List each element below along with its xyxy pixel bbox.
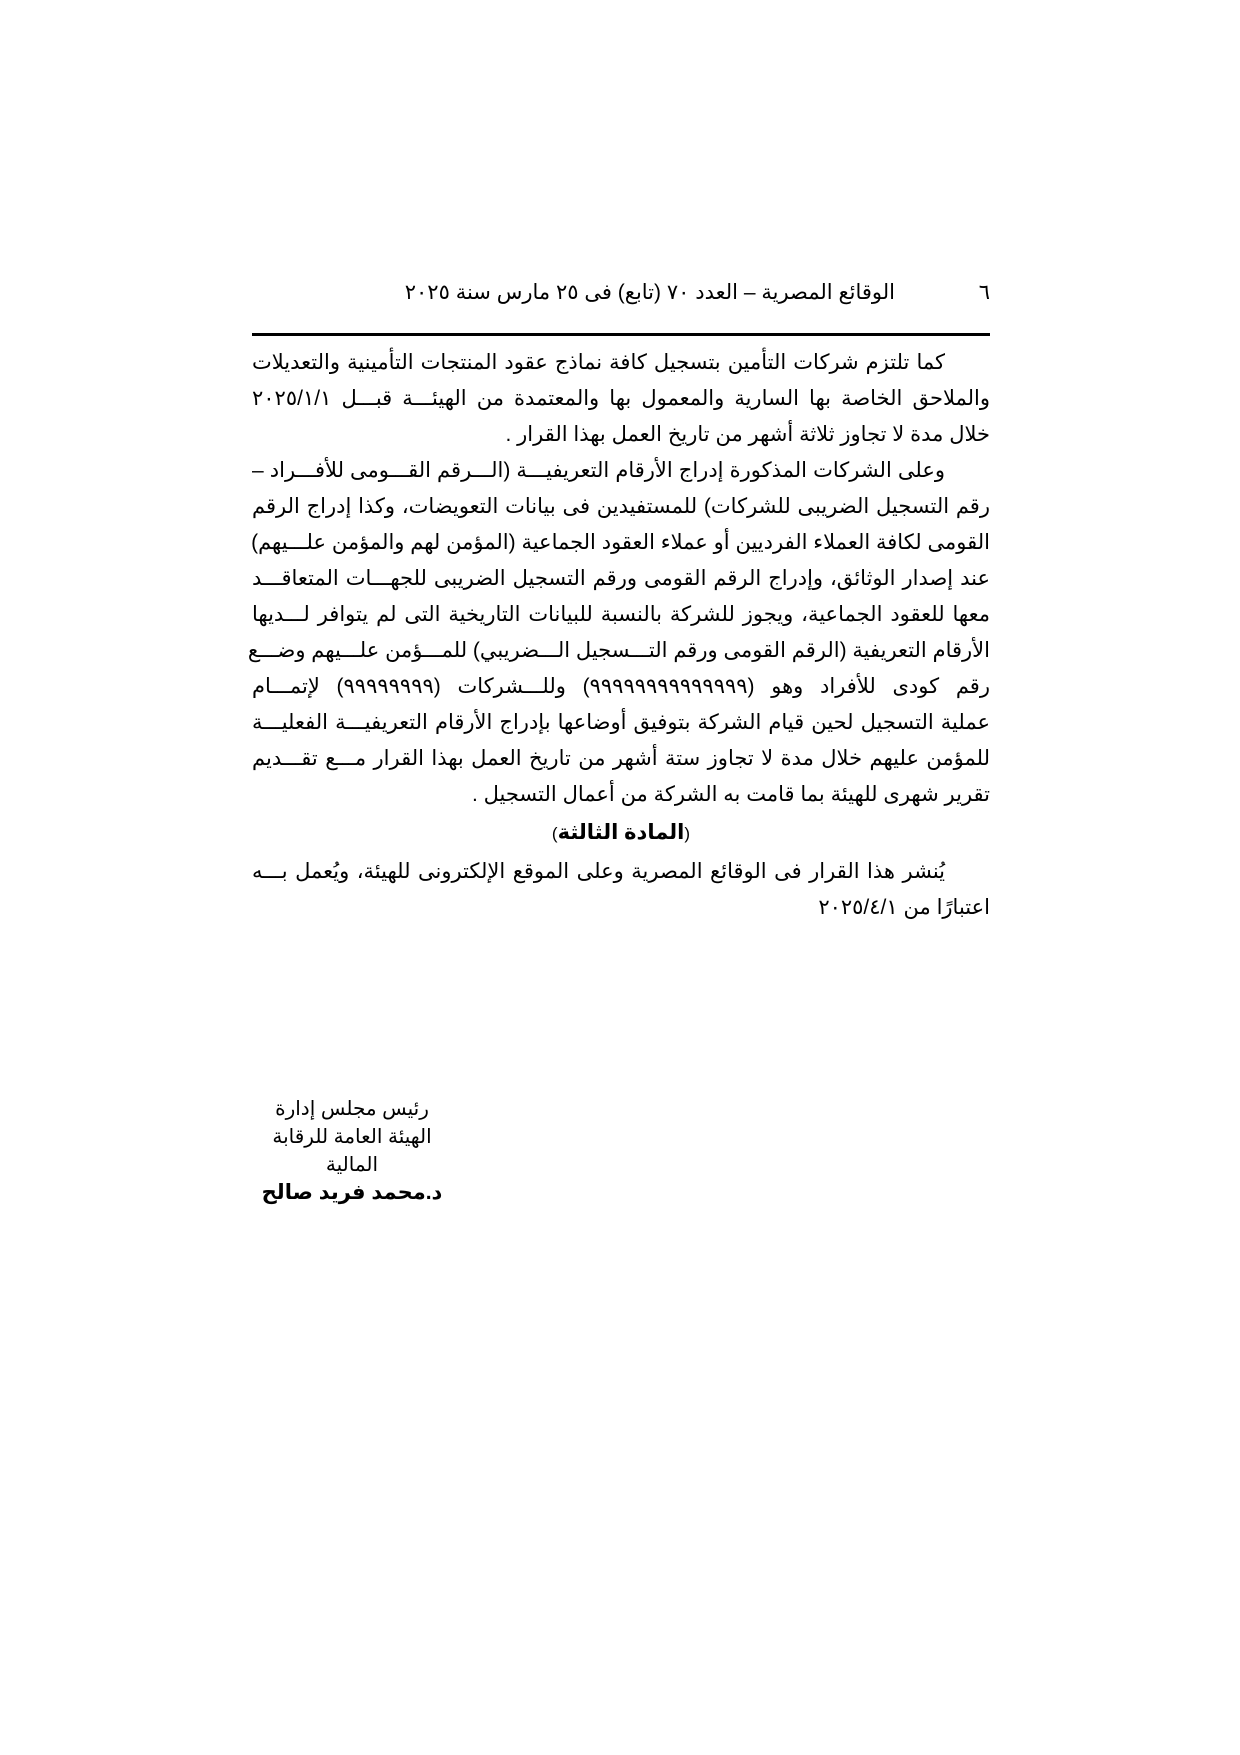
- signatory-title-line1: رئيس مجلس إدارة: [275, 1098, 429, 1120]
- heading-open-paren: (: [684, 824, 691, 843]
- paragraph-registration-contracts: [252, 345, 990, 453]
- text-line: تقرير شهرى للهيئة بما قامت به الشركة من أعمال التسجيل .: [471, 783, 990, 806]
- text-line: عملية التسجيل لحين قيام الشركة بتوفيق أوضاعها بإدراج الأرقام التعريفيـــة الفعليـــة: [252, 711, 990, 734]
- text-line: رقم التسجيل الضريبى للشركات) للمستفيدين فى بيانات التعويضات، وكذا إدراج الرقم: [252, 495, 990, 518]
- article-heading: [252, 815, 990, 852]
- text-line: والملاحق الخاصة بها السارية والمعمول بها والمعتمدة من الهيئـــة قبـــل ٢٠٢٥/١/١: [252, 387, 990, 410]
- text-line: للمؤمن عليهم خلال مدة لا تجاوز ستة أشهر من تاريخ العمل بهذا القرار مـــع تقـــديم: [252, 747, 990, 770]
- signatory-name: د.محمد فريد صالح: [261, 1181, 443, 1204]
- text-line: خلال مدة لا تجاوز ثلاثة أشهر من تاريخ العمل بهذا القرار .: [505, 423, 990, 446]
- text-line: وعلى الشركات المذكورة إدراج الأرقام التعريفيـــة (الـــرقم القـــومى للأفـــراد –: [252, 459, 945, 482]
- text-line: رقم كودى للأفراد وهو (٩٩٩٩٩٩٩٩٩٩٩٩٩٩) وللـــشركات (٩٩٩٩٩٩٩٩) لإتمـــام: [252, 675, 990, 698]
- text-line: اعتبارًا من ٢٠٢٥/٤/١: [818, 896, 990, 919]
- page-header: [252, 278, 990, 314]
- paragraph-identification-numbers: [247, 453, 990, 813]
- document-body: [247, 345, 990, 926]
- signature-block: [252, 1095, 452, 1207]
- text-line: عند إصدار الوثائق، وإدراج الرقم القومى ورقم التسجيل الضريبى للجهـــات المتعاقـــد: [252, 567, 990, 590]
- gazette-header-title: الوقائع المصرية – العدد ٧٠ (تابع) فى ٢٥ مارس سنة ٢٠٢٥: [404, 281, 895, 304]
- signatory-title-line2: الهيئة العامة للرقابة المالية: [272, 1126, 432, 1176]
- page-number: ٦: [978, 281, 990, 304]
- text-line: القومى لكافة العملاء الفرديين أو عملاء العقود الجماعية (المؤمن لهم والمؤمن علـــيهم): [251, 531, 990, 554]
- heading-close-paren: ): [551, 824, 558, 843]
- text-line: كما تلتزم شركات التأمين بتسجيل كافة نماذج عقود المنتجات التأمينية والتعديلات: [252, 351, 945, 374]
- paragraph-publication: [252, 854, 990, 926]
- text-line: معها للعقود الجماعية، ويجوز للشركة بالنسبة للبيانات التاريخية التى لم يتوافر لـــديها: [252, 603, 990, 626]
- header-rule: [252, 333, 990, 336]
- article-heading-label: المادة الثالثة: [557, 821, 685, 844]
- text-line: الأرقام التعريفية (الرقم القومى ورقم التـــسجيل الـــضريبي) للمـــؤمن علـــيهم وضـــع: [247, 639, 990, 662]
- text-line: يُنشر هذا القرار فى الوقائع المصرية وعلى الموقع الإلكترونى للهيئة، ويُعمل بـــه: [252, 860, 945, 883]
